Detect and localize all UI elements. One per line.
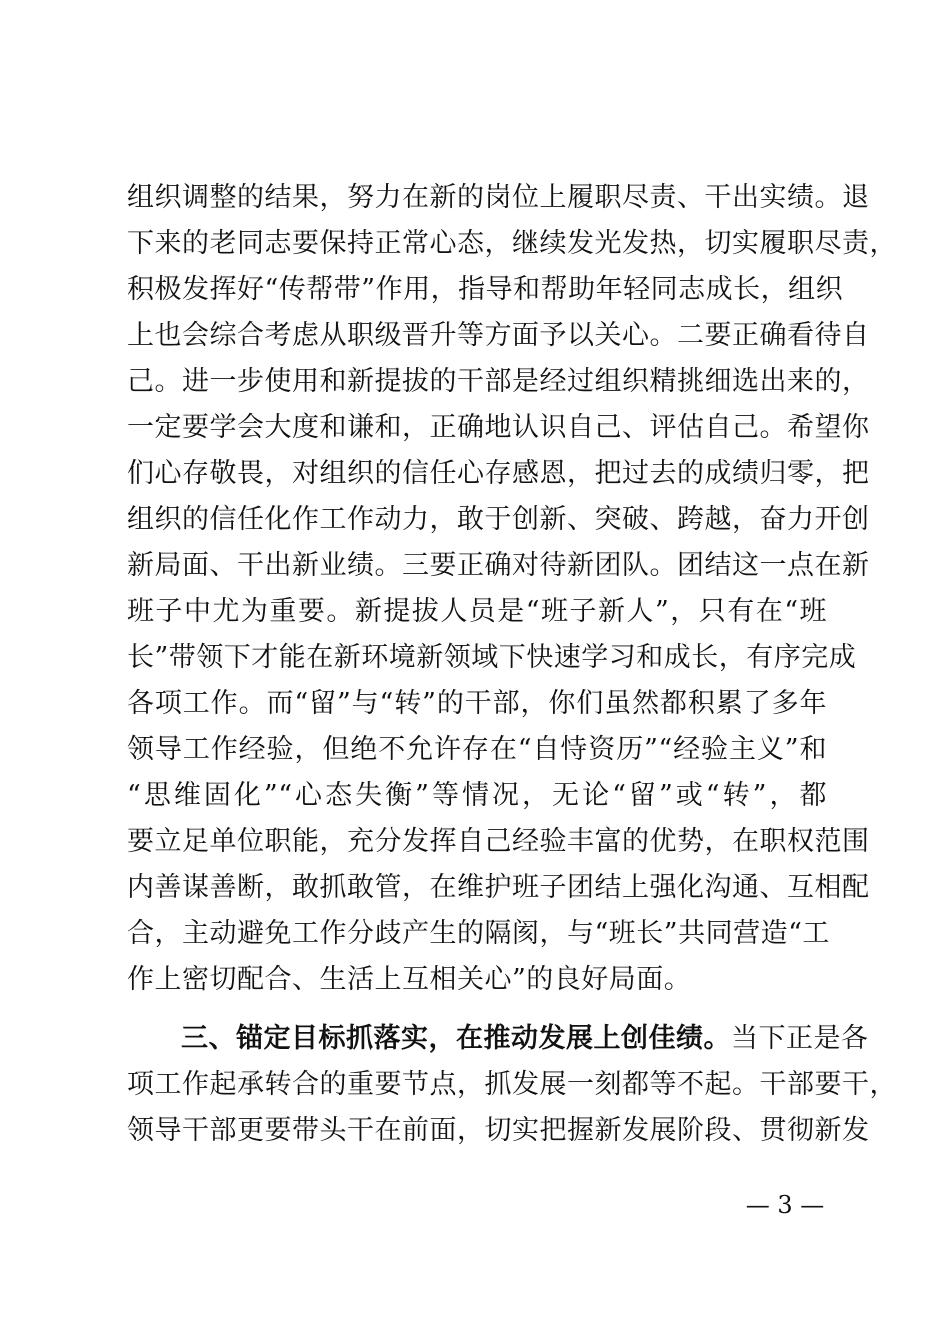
body-line-8: 组织的信任化作工作动力，敢于创新、突破、跨越，奋力开创	[127, 504, 870, 535]
body-line-1: 组织调整的结果，努力在新的岗位上履职尽责、干出实绩。退	[127, 182, 870, 213]
body-line-5: 己。进一步使用和新提拔的干部是经过组织精挑细选出来的，	[127, 366, 870, 397]
section-3-first-line	[181, 1016, 869, 1062]
section-3-first-line-text: 当下正是各	[731, 1023, 869, 1054]
body-line-14: “思维固化”“心态失衡”等情况，无论“留”或“转”，都	[127, 780, 827, 811]
body-line-18: 作上密切配合、生活上互相关心”的良好局面。	[127, 964, 692, 995]
body-line-13: 领导工作经验，但绝不允许存在“自恃资历”“经验主义”和	[127, 734, 827, 765]
body-line-15: 要立足单位职能，充分发挥自己经验丰富的优势，在职权范围	[127, 826, 870, 857]
body-line-4: 上也会综合考虑从职级晋升等方面予以关心。二要正确看待自	[127, 320, 870, 351]
body-line-3: 积极发挥好“传帮带”作用，指导和帮助年轻同志成长，组织	[127, 274, 844, 305]
body-line-11: 长”带领下才能在新环境新领域下快速学习和成长，有序完成	[127, 642, 857, 673]
body-line-10: 班子中尤为重要。新提拔人员是“班子新人”，只有在“班	[127, 596, 827, 627]
section-3-heading: 三、锚定目标抓落实，在推动发展上创佳绩。	[181, 1023, 731, 1054]
body-line-12: 各项工作。而“留”与“转”的干部，你们虽然都积累了多年	[127, 688, 827, 719]
body-line-16: 内善谋善断，敢抓敢管，在维护班子团结上强化沟通、互相配	[127, 872, 870, 903]
section-3-line-2: 项工作起承转合的重要节点，抓发展一刻都等不起。干部要干，	[127, 1069, 897, 1100]
body-line-17: 合，主动避免工作分歧产生的隔阂，与“班长”共同营造“工	[127, 918, 830, 949]
page-number: — 3 —	[745, 1191, 825, 1219]
body-line-6: 一定要学会大度和谦和，正确地认识自己、评估自己。希望你	[127, 412, 870, 443]
section-3-line-3: 领导干部更要带头干在前面，切实把握新发展阶段、贯彻新发	[127, 1115, 870, 1146]
body-line-2: 下来的老同志要保持正常心态，继续发光发热，切实履职尽责，	[127, 228, 897, 259]
body-line-7: 们心存敬畏，对组织的信任心存感恩，把过去的成绩归零，把	[127, 458, 870, 489]
body-line-9: 新局面、干出新业绩。三要正确对待新团队。团结这一点在新	[127, 550, 870, 581]
